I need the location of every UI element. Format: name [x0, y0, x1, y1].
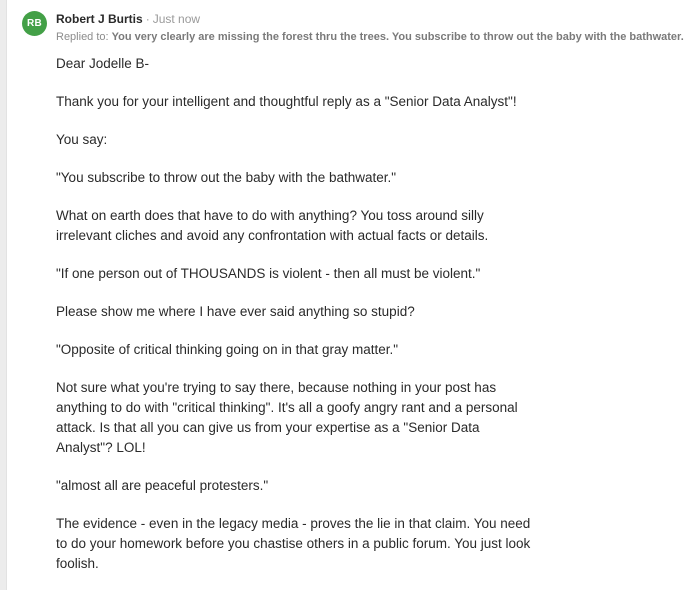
comment-paragraph: Dear Jodelle B-	[56, 56, 150, 71]
reply-prefix: Replied to:	[56, 31, 109, 43]
comment-paragraph: "You subscribe to throw out the baby with the bathwater."	[56, 170, 397, 185]
comment-paragraph: "Opposite of critical thinking going on in that gray matter."	[56, 342, 399, 357]
comment-paragraph: The evidence - even in the legacy media - proves the lie in that claim. You need to do your homework before you chastise others in a public forum. You just look foolish.	[56, 516, 531, 571]
comment-paragraph: Thank you for your intelligent and thoughtful reply as a "Senior Data Analyst"!	[56, 94, 517, 109]
thread-line-divider	[6, 0, 7, 590]
comment-header	[56, 12, 684, 45]
author-name[interactable]: Robert J Burtis	[56, 12, 143, 26]
separator-dot: ·	[145, 12, 150, 26]
comment-paragraph: Not sure what you're trying to say there, because nothing in your post has anything to do with "critical thinking". It's all a goofy angry rant and a personal attack. Is that all you can give us from your expertise as a "Senior Data Analyst"? LOL!	[56, 380, 518, 455]
reply-to-line[interactable]	[56, 29, 684, 45]
reply-quote[interactable]: You very clearly are missing the forest thru the trees. You subscribe to throw out the baby with the bathwater.	[111, 31, 684, 43]
comment-paragraph: What on earth does that have to do with anything? You toss around silly irrelevant cliches and avoid any confrontation with actual facts or details.	[56, 208, 489, 243]
comment-paragraph: Please show me where I have ever said anything so stupid?	[56, 304, 415, 319]
comment-body	[56, 54, 538, 574]
comment-paragraph: "If one person out of THOUSANDS is violent - then all must be violent."	[56, 266, 481, 281]
avatar-initials: RB	[26, 18, 43, 29]
comment-paragraph: "almost all are peaceful protesters."	[56, 478, 269, 493]
comment-timestamp: Just now	[152, 12, 201, 26]
comment-paragraph: You say:	[56, 132, 108, 147]
comment-meta	[56, 12, 538, 27]
avatar[interactable]	[22, 11, 47, 36]
